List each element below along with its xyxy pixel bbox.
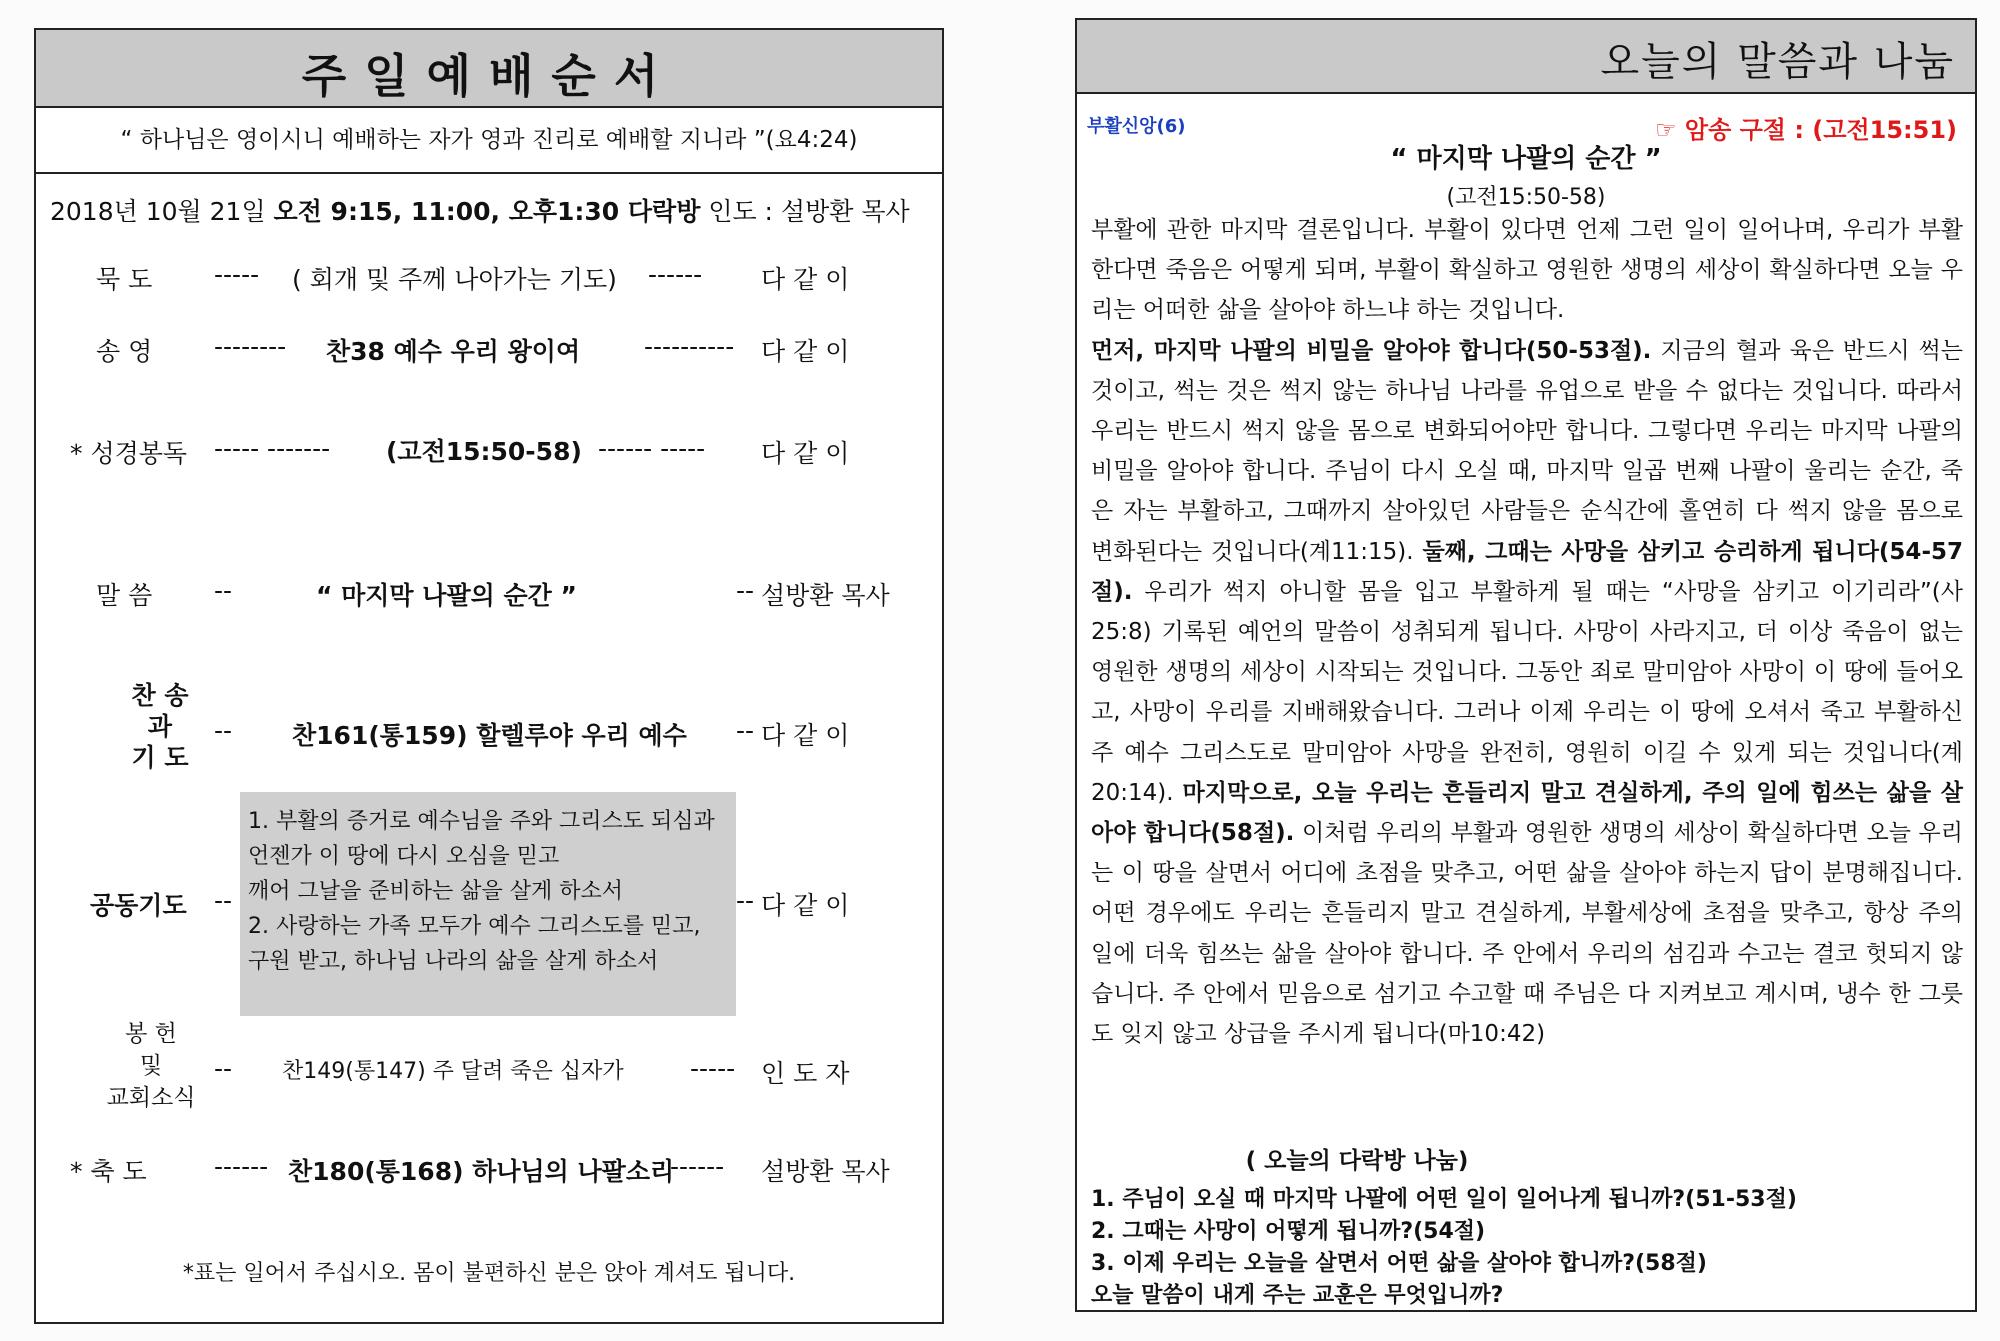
silent-prayer-dashes-2: ------ xyxy=(648,260,703,289)
prayer-line: 깨어 그날을 준비하는 삶을 살게 하소서 xyxy=(248,879,623,904)
sharing-question: 오늘 말씀이 내게 주는 교훈은 무엇입니까? xyxy=(1091,1283,1504,1308)
sermon-reference: (고전15:50-58) xyxy=(1446,185,1606,210)
todays-word-panel xyxy=(1075,18,1977,1312)
sermon-label: 말 씀 xyxy=(96,581,153,610)
doxology-dashes-2: ---------- xyxy=(644,332,735,361)
common-prayer-who: 다 같 이 xyxy=(761,891,850,920)
prayer-line: 1. 부활의 증거로 예수님을 주와 그리스도 되심과 xyxy=(248,809,715,834)
common-prayer-label: 공동기도 xyxy=(90,891,187,920)
hymn-and-prayer-dashes-2: -- xyxy=(736,716,755,745)
prayer-line: 구원 받고, 하나님 나라의 삶을 살게 하소서 xyxy=(248,949,659,974)
silent-prayer-who: 다 같 이 xyxy=(761,265,850,294)
todays-word-header xyxy=(1077,20,1975,94)
worship-order-panel xyxy=(34,28,944,1324)
benediction-dashes-2: ------ xyxy=(670,1152,725,1181)
sermon-dashes: -- xyxy=(214,576,233,605)
memory-verse: ☞ 암송 구절 : (고전15:51) xyxy=(1655,116,1957,144)
sermon-preacher: 설방환 목사 xyxy=(761,581,890,610)
hymn-and-prayer-hymn: 찬161(통159) 할렐루야 우리 예수 xyxy=(292,721,687,750)
scripture-reading-who: 다 같 이 xyxy=(761,439,850,468)
offering-label: 봉 헌 및 교회소식 xyxy=(106,1021,196,1111)
hymn-and-prayer-label: 찬 송 과 기 도 xyxy=(131,681,189,772)
sermon-body xyxy=(1091,210,1963,1054)
benediction-dashes: ------ xyxy=(214,1152,269,1181)
hymn-and-prayer-dashes: -- xyxy=(214,716,233,745)
service-leader: 인도 : 설방환 목사 xyxy=(708,197,910,226)
prayer-line: 언젠가 이 땅에 다시 오심을 믿고 xyxy=(248,844,560,869)
sharing-question: 2. 그때는 사망이 어떻게 됩니까?(54절) xyxy=(1091,1219,1486,1244)
doxology-label: 송 영 xyxy=(96,337,153,366)
doxology-who: 다 같 이 xyxy=(761,337,850,366)
silent-prayer-dashes: ----- xyxy=(214,260,260,289)
worship-order-title: 주일예배순서 xyxy=(301,49,677,103)
service-times: 오전 9:15, 11:00, 오후1:30 다락방 xyxy=(273,197,701,226)
point-3-heading: 마지막으로, 오늘 우리는 흔들리지 말고 견실하게, 주의 일에 힘쓰는 삶을 살아야 합니다(58절). xyxy=(1091,779,1963,847)
common-prayer-dashes-2: -- xyxy=(736,886,755,915)
sermon-title: “ 마지막 나팔의 순간 ” xyxy=(1390,144,1662,174)
theme-verse: “ 하나님은 영이시니 예배하는 자가 영과 진리로 예배할 지니라 ”(요4:24) xyxy=(36,108,942,174)
common-prayer-box xyxy=(240,792,736,1016)
point-1-text: 지금의 혈과 육은 반드시 썩는 것이고, 썩는 것은 썩지 않는 하나님 나라를 유업으로 받을 수 없다는 것입니다. 따라서 우리는 반드시 썩지 않을 몸으로 변화되어야만 합니다. 그렇다면 우리는 마지막 나팔의 비밀을 알아야 합니다. 주님이 다시 오실 때, 마지막 일곱 번째 나팔이 울리는 순간, 죽은 자는 부활하고, 그때까지 살아있던 사람들은 순식간에 홀연히 다 썩지 않을 몸으로 변화된다는 것입니다(계11:15). xyxy=(1091,337,1963,565)
sharing-question: 1. 주님이 오실 때 마지막 나팔에 어떤 일이 일어나게 됩니까?(51-53절) xyxy=(1091,1187,1797,1212)
worship-order-header xyxy=(36,30,942,108)
scripture-reading-dashes: ----- ------- xyxy=(214,434,331,463)
point-1-heading: 먼저, 마지막 나팔의 비밀을 알아야 합니다(50-53절). xyxy=(1091,337,1652,364)
point-3-text: 이처럼 우리의 부활과 영원한 생명의 세상이 확실하다면 오늘 우리는 이 땅을 살면서 어디에 초점을 맞추고, 어떤 삶을 살아야 하는지 답이 분명해집니다. 어떤 경우에도 우리는 흔들리지 말고 견실하게, 부활세상에 초점을 맞추고, 항상 주의 일에 더욱 힘쓰는 삶을 살아야 합니다. 주 안에서 우리의 섬김과 수고는 결코 헛되지 않습니다. 주 안에서 믿음으로 섬기고 수고할 때 주님은 다 지켜보고 계시며, 냉수 한 그릇도 잊지 않고 상급을 주시게 됩니다(마10:42) xyxy=(1091,820,1963,1048)
offering-dashes-2: ----- xyxy=(690,1054,736,1083)
offering-who: 인 도 자 xyxy=(761,1059,850,1088)
hymn-and-prayer-who: 다 같 이 xyxy=(761,721,850,750)
standing-footnote: *표는 일어서 주십시오. 몸이 불편하신 분은 앉아 계셔도 됩니다. xyxy=(182,1261,796,1286)
service-date-line xyxy=(50,192,910,228)
scripture-reading-dashes-2: ------ ----- xyxy=(598,434,706,463)
prayer-line: 2. 사랑하는 가족 모두가 예수 그리스도를 믿고, xyxy=(248,914,701,939)
point-2-text: 우리가 썩지 아니할 몸을 입고 부활하게 될 때는 “사망을 삼키고 이기리라”(사25:8) 기록된 예언의 말씀이 성취되게 됩니다. 사망이 사라지고, 더 이상 죽음이 없는 영원한 생명의 세상이 시작되는 것입니다. 그동안 죄로 말미암아 사망이 이 땅에 들어오고, 사망이 우리를 지배해왔습니다. 그러나 이제 우리는 이 땅에 오셔서 죽고 부활하신 주 예수 그리스도로 말미암아 사망을 완전히, 영원히 이길 수 있게 되는 것입니다(계20:14). xyxy=(1091,578,1963,806)
offering-hymn: 찬149(통147) 주 달려 죽은 십자가 xyxy=(282,1059,624,1084)
scripture-reference: (고전15:50-58) xyxy=(386,437,582,466)
point-2-heading: 둘째, 그때는 사망을 삼키고 승리하게 됩니다(54-57절). xyxy=(1091,538,1963,605)
benediction-label: * 축 도 xyxy=(70,1157,147,1186)
doxology-dashes: -------- xyxy=(214,332,287,361)
common-prayer-dashes: -- xyxy=(214,886,233,915)
silent-prayer-content: ( 회개 및 주께 나아가는 기도) xyxy=(292,265,617,294)
sharing-heading: ( 오늘의 다락방 나눔) xyxy=(1245,1148,1469,1174)
sharing-question: 3. 이제 우리는 오늘을 살면서 어떤 삶을 살아야 합니까?(58절) xyxy=(1091,1251,1707,1276)
sermon-intro: 부활에 관한 마지막 결론입니다. 부활이 있다면 언제 그런 일이 일어나며, 우리가 부활한다면 죽음은 어떻게 되며, 부활이 확실하고 영원한 생명의 세상이 확실하다면 오늘 우리는 어떠한 삶을 살아야 하느냐 하는 것입니다. xyxy=(1091,217,1963,324)
service-date: 2018년 10월 21일 xyxy=(50,197,266,226)
benediction-who: 설방환 목사 xyxy=(761,1157,890,1186)
silent-prayer-label: 묵 도 xyxy=(96,265,153,294)
sermon-dashes-2: -- xyxy=(736,576,755,605)
series-label: 부활신앙(6) xyxy=(1087,116,1186,137)
benediction-hymn: 찬180(통168) 하나님의 나팔소리 xyxy=(288,1157,675,1186)
doxology-hymn: 찬38 예수 우리 왕이여 xyxy=(326,337,581,366)
offering-dashes: -- xyxy=(214,1054,233,1083)
sermon-title-left: “ 마지막 나팔의 순간 ” xyxy=(316,581,577,610)
todays-word-title: 오늘의 말씀과 나눔 xyxy=(1600,39,1955,85)
scripture-reading-label: * 성경봉독 xyxy=(70,439,188,468)
